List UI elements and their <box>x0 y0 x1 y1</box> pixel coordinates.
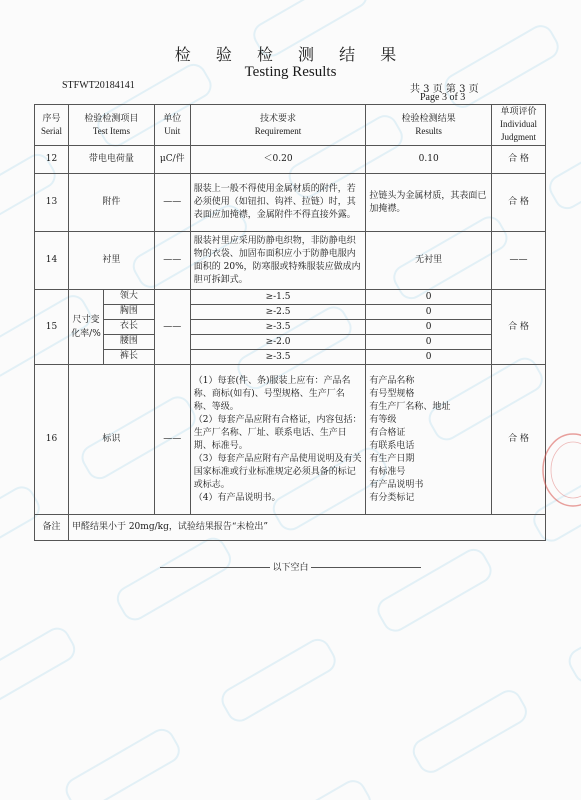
result-line: 有生产厂名称、地址 <box>369 401 451 412</box>
result-cell <box>366 365 492 515</box>
unit-cell: —— <box>154 365 190 515</box>
remark-label: 备注 <box>35 515 69 541</box>
header-judgment: 单项评价 Individual Judgment <box>492 105 546 146</box>
header-results: 检验检测结果 Results <box>366 105 492 146</box>
requirement-cell: ≥-3.5 <box>190 320 366 335</box>
table-row <box>35 146 546 174</box>
result-line: 有分类标记 <box>369 492 415 503</box>
blank-below-text: 以下空白 <box>272 563 309 573</box>
requirement-cell: ≥-3.5 <box>190 350 366 365</box>
result-line: 有等级 <box>369 414 397 425</box>
result-line: 有联系电话 <box>369 440 415 451</box>
seal-stamp-icon <box>535 430 581 510</box>
result-line: 有生产日期 <box>369 453 415 464</box>
page-count-english: Page 3 of 3 <box>420 92 466 103</box>
judgment-cell: —— <box>492 232 546 290</box>
table-row <box>35 174 546 232</box>
item-cell: 尺寸变化率/% <box>71 315 101 339</box>
serial-cell: 16 <box>35 365 69 515</box>
header-test-items: 检验检测项目 Test Items <box>68 105 154 146</box>
serial-cell: 14 <box>35 232 69 290</box>
title-chinese: 检 验 检 测 结 果 <box>174 45 407 64</box>
requirement-line: （2）每套产品应附有合格证，内容包括：生产厂名称、厂址、联系电话、生产日期、标准号。 <box>193 414 362 451</box>
serial-cell: 13 <box>35 174 69 232</box>
header-requirement: 技术要求 Requirement <box>190 105 366 146</box>
result-cell: 0 <box>366 335 492 350</box>
end-of-page-note <box>0 560 581 573</box>
sub-item-name: 胸围 <box>104 305 154 320</box>
title-english: Testing Results <box>244 64 337 80</box>
header-unit: 单位 Unit <box>154 105 190 146</box>
requirement-cell: ≥-1.5 <box>190 290 366 305</box>
requirement-cell: ＜0.20 <box>190 146 366 174</box>
divider <box>311 567 421 568</box>
item-cell: 标识 <box>68 365 154 515</box>
header-row <box>35 105 546 146</box>
item-cell: 带电电荷量 <box>68 146 154 174</box>
header-serial: 序号 Serial <box>35 105 69 146</box>
page-count-chinese: 共 3 页 第 3 页 <box>410 84 479 95</box>
results-table <box>34 104 546 541</box>
unit-cell: —— <box>154 174 190 232</box>
divider <box>160 567 270 568</box>
sub-item-name: 领大 <box>104 290 154 305</box>
unit-cell: —— <box>154 290 190 365</box>
result-cell: 拉链头为金属材质，其表面已加掩襟。 <box>366 174 492 232</box>
sub-item-name: 裤长 <box>119 351 138 361</box>
requirement-cell: 服装衬里应采用防静电织物，非防静电织物的衣袋、加固布面积应小于防静电服内面积的 20%，防寒服或特殊服装应做成内胆可拆卸式。 <box>190 232 366 290</box>
table-row <box>35 232 546 290</box>
result-cell: 0 <box>366 305 492 320</box>
result-line: 有产品说明书 <box>369 479 424 490</box>
result-line: 有合格证 <box>369 427 406 438</box>
document-number: STFWT20184141 <box>62 80 135 91</box>
remark-row <box>35 515 546 541</box>
serial-cell: 12 <box>35 146 69 174</box>
requirement-line: （4）有产品说明书。 <box>193 492 281 503</box>
result-cell: 0.10 <box>366 146 492 174</box>
judgment-cell: 合 格 <box>492 290 546 365</box>
requirement-line: （3）每套产品应附有产品使用说明及有关国家标准或行业标准规定必须具备的标记或标志。 <box>193 453 362 490</box>
requirement-cell <box>190 365 366 515</box>
judgment-cell: 合 格 <box>492 146 546 174</box>
result-line: 有产品名称 <box>369 375 415 386</box>
table-row-labeling <box>35 365 546 515</box>
requirement-line: （1）每套(件、条)服装上应有：产品名称、商标(如有)、号型规格、生产厂名称、等级。 <box>193 375 351 412</box>
remark-text: 甲醛结果小于 20mg/kg，试验结果报告“未检出” <box>68 515 545 541</box>
sub-item-name: 衣长 <box>104 320 154 335</box>
result-cell: 0 <box>366 290 492 305</box>
item-cell: 衬里 <box>68 232 154 290</box>
judgment-cell: 合 格 <box>492 365 546 515</box>
result-cell: 0 <box>366 320 492 335</box>
serial-cell: 15 <box>35 290 69 365</box>
result-line: 有号型规格 <box>369 388 415 399</box>
item-group-cell <box>68 290 154 365</box>
result-line: 有标准号 <box>369 466 406 477</box>
sub-item-name: 腰围 <box>104 335 154 350</box>
requirement-cell: 服装上一般不得使用金属材质的附件，若必须使用（如钮扣、钩袢、拉链）时，其表面应加掩襟，金属附件不得直接外露。 <box>190 174 366 232</box>
unit-cell: μC/件 <box>154 146 190 174</box>
result-cell: 0 <box>366 350 492 365</box>
table-row-dimensional-change <box>35 290 546 305</box>
unit-cell: —— <box>154 232 190 290</box>
judgment-cell: 合 格 <box>492 174 546 232</box>
item-cell: 附件 <box>68 174 154 232</box>
requirement-cell: ≥-2.0 <box>190 335 366 350</box>
requirement-cell: ≥-2.5 <box>190 305 366 320</box>
result-cell: 无衬里 <box>366 232 492 290</box>
